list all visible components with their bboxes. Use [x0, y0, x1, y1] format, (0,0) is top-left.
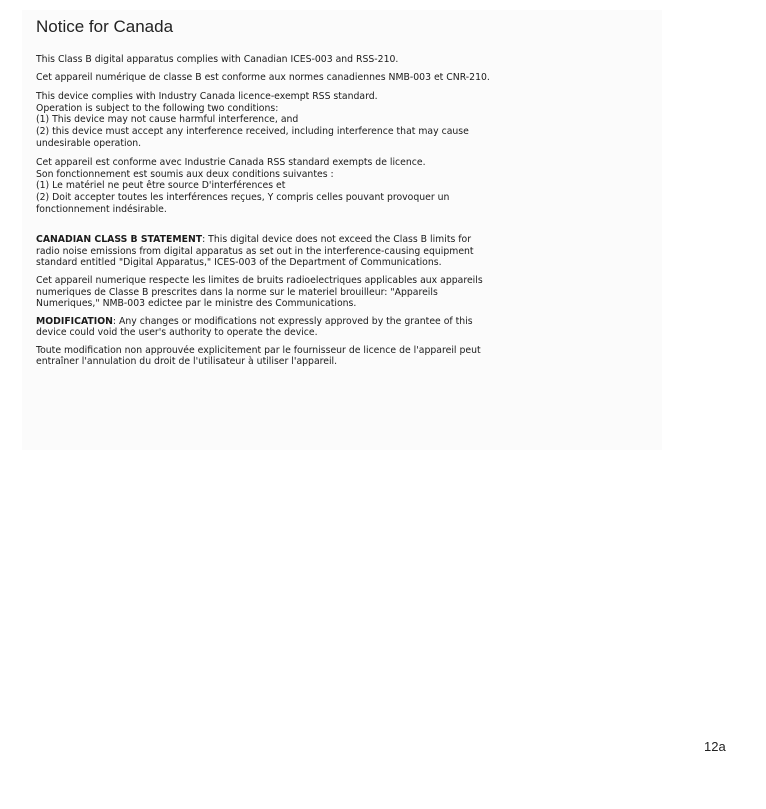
- page-title: Notice for Canada: [36, 17, 174, 36]
- text-line: Son fonctionnement est soumis aux deux conditions suivantes :: [36, 168, 334, 180]
- text-line: standard entitled "Digital Apparatus," ICES-003 of the Department of Communications.: [36, 257, 442, 269]
- text-line: [36, 234, 656, 246]
- text-line: entraîner l'annulation du droit de l'utilisateur à utiliser l'appareil.: [36, 356, 338, 368]
- text-line: (1) This device may not cause harmful interference, and: [36, 114, 299, 126]
- class-b-statement-fr: [36, 275, 656, 310]
- page-number: 12a: [704, 739, 726, 754]
- rss-statement-en: [36, 91, 656, 149]
- modification-heading: MODIFICATION: [36, 315, 113, 327]
- text-line: device could void the user's authority to operate the device.: [36, 327, 318, 339]
- text-line: Numeriques," NMB-003 edictee par le ministre des Communications.: [36, 298, 357, 310]
- text-line: fonctionnement indésirable.: [36, 203, 167, 215]
- text-fragment: : This digital device does not exceed the Class B limits for: [202, 234, 472, 246]
- text-line: numeriques de Classe B prescrites dans la norme sur le materiel brouilleur: "Appareils: [36, 286, 438, 298]
- text-fragment: : Any changes or modifications not expressly approved by the grantee of this: [112, 315, 473, 327]
- notice-content: [36, 54, 656, 368]
- text-line: (2) this device must accept any interference received, including interference that may cause: [36, 125, 469, 137]
- modification-statement: [36, 316, 656, 339]
- text-line: (2) Doit accepter toutes les interférences reçues, Y compris celles pouvant provoquer un: [36, 191, 450, 203]
- text-line: Toute modification non approuvée explicitement par le fournisseur de licence de l'appareil peut: [36, 344, 481, 356]
- text-line: Operation is subject to the following two conditions:: [36, 102, 279, 114]
- class-b-heading: CANADIAN CLASS B STATEMENT: [36, 234, 203, 246]
- rss-statement-fr: [36, 157, 656, 215]
- text-line: Cet appareil est conforme avec Industrie Canada RSS standard exempts de licence.: [36, 157, 426, 169]
- modification-statement-fr: [36, 345, 656, 368]
- class-b-statement: [36, 234, 656, 269]
- ices-statement-en: This Class B digital apparatus complies with Canadian ICES-003 and RSS-210.: [36, 54, 399, 65]
- text-line: Cet appareil numerique respecte les limites de bruits radioelectriques applicables aux appareils: [36, 274, 483, 286]
- text-line: This device complies with Industry Canada licence-exempt RSS standard.: [36, 91, 378, 103]
- text-line: undesirable operation.: [36, 137, 142, 149]
- text-line: (1) Le matériel ne peut être source D'interférences et: [36, 180, 286, 192]
- text-line: radio noise emissions from digital apparatus as set out in the interference-causing equipment: [36, 245, 474, 257]
- text-line: [36, 316, 656, 328]
- ices-statement-fr: Cet appareil numérique de classe B est conforme aux normes canadiennes NMB-003 et CNR-210.: [36, 71, 490, 83]
